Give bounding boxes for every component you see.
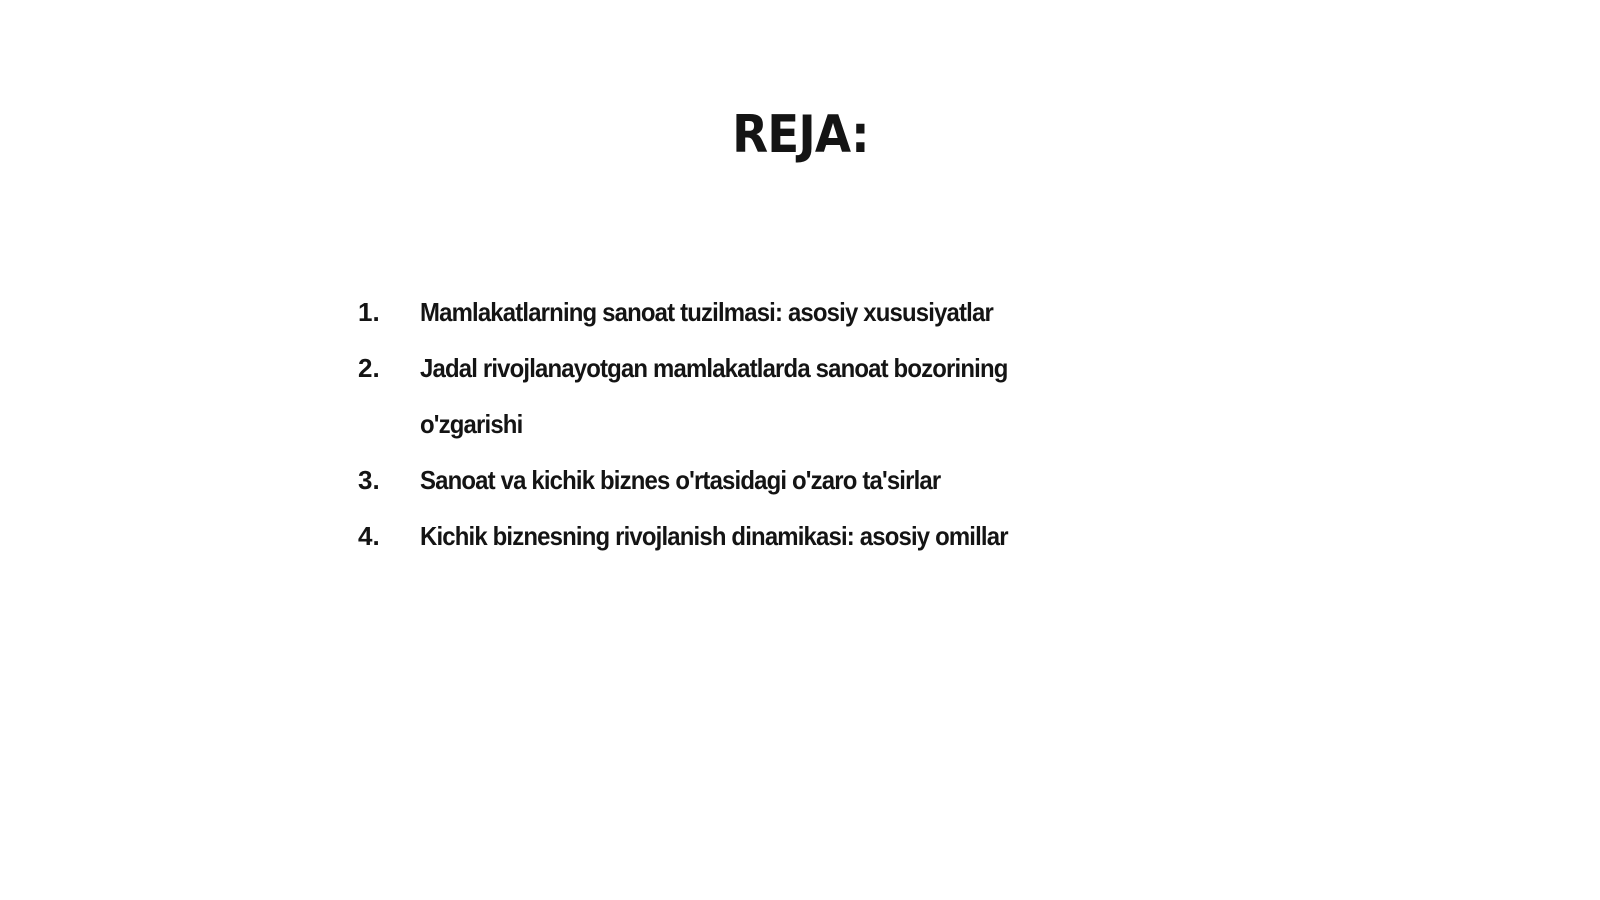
plan-item [358, 284, 1258, 340]
plan-item-number: 2. [358, 353, 380, 383]
slide-title: REJA: [732, 105, 869, 165]
plan-list [358, 284, 1258, 564]
plan-item-number: 1. [358, 297, 380, 327]
plan-item-text: Mamlakatlarning sanoat tuzilmasi: asosiy xususiyatlar [420, 297, 993, 327]
plan-item [358, 508, 1258, 564]
plan-item-number: 3. [358, 465, 380, 495]
plan-item-number: 4. [358, 521, 380, 551]
plan-item [358, 340, 1258, 452]
plan-item-text: Jadal rivojlanayotgan mamlakatlarda sanoat bozorining o'zgarishi [420, 353, 1008, 439]
plan-item-text: Kichik biznesning rivojlanish dinamikasi: asosiy omillar [420, 521, 1008, 551]
plan-item [358, 452, 1258, 508]
plan-item-text: Sanoat va kichik biznes o'rtasidagi o'zaro ta'sirlar [420, 465, 941, 495]
